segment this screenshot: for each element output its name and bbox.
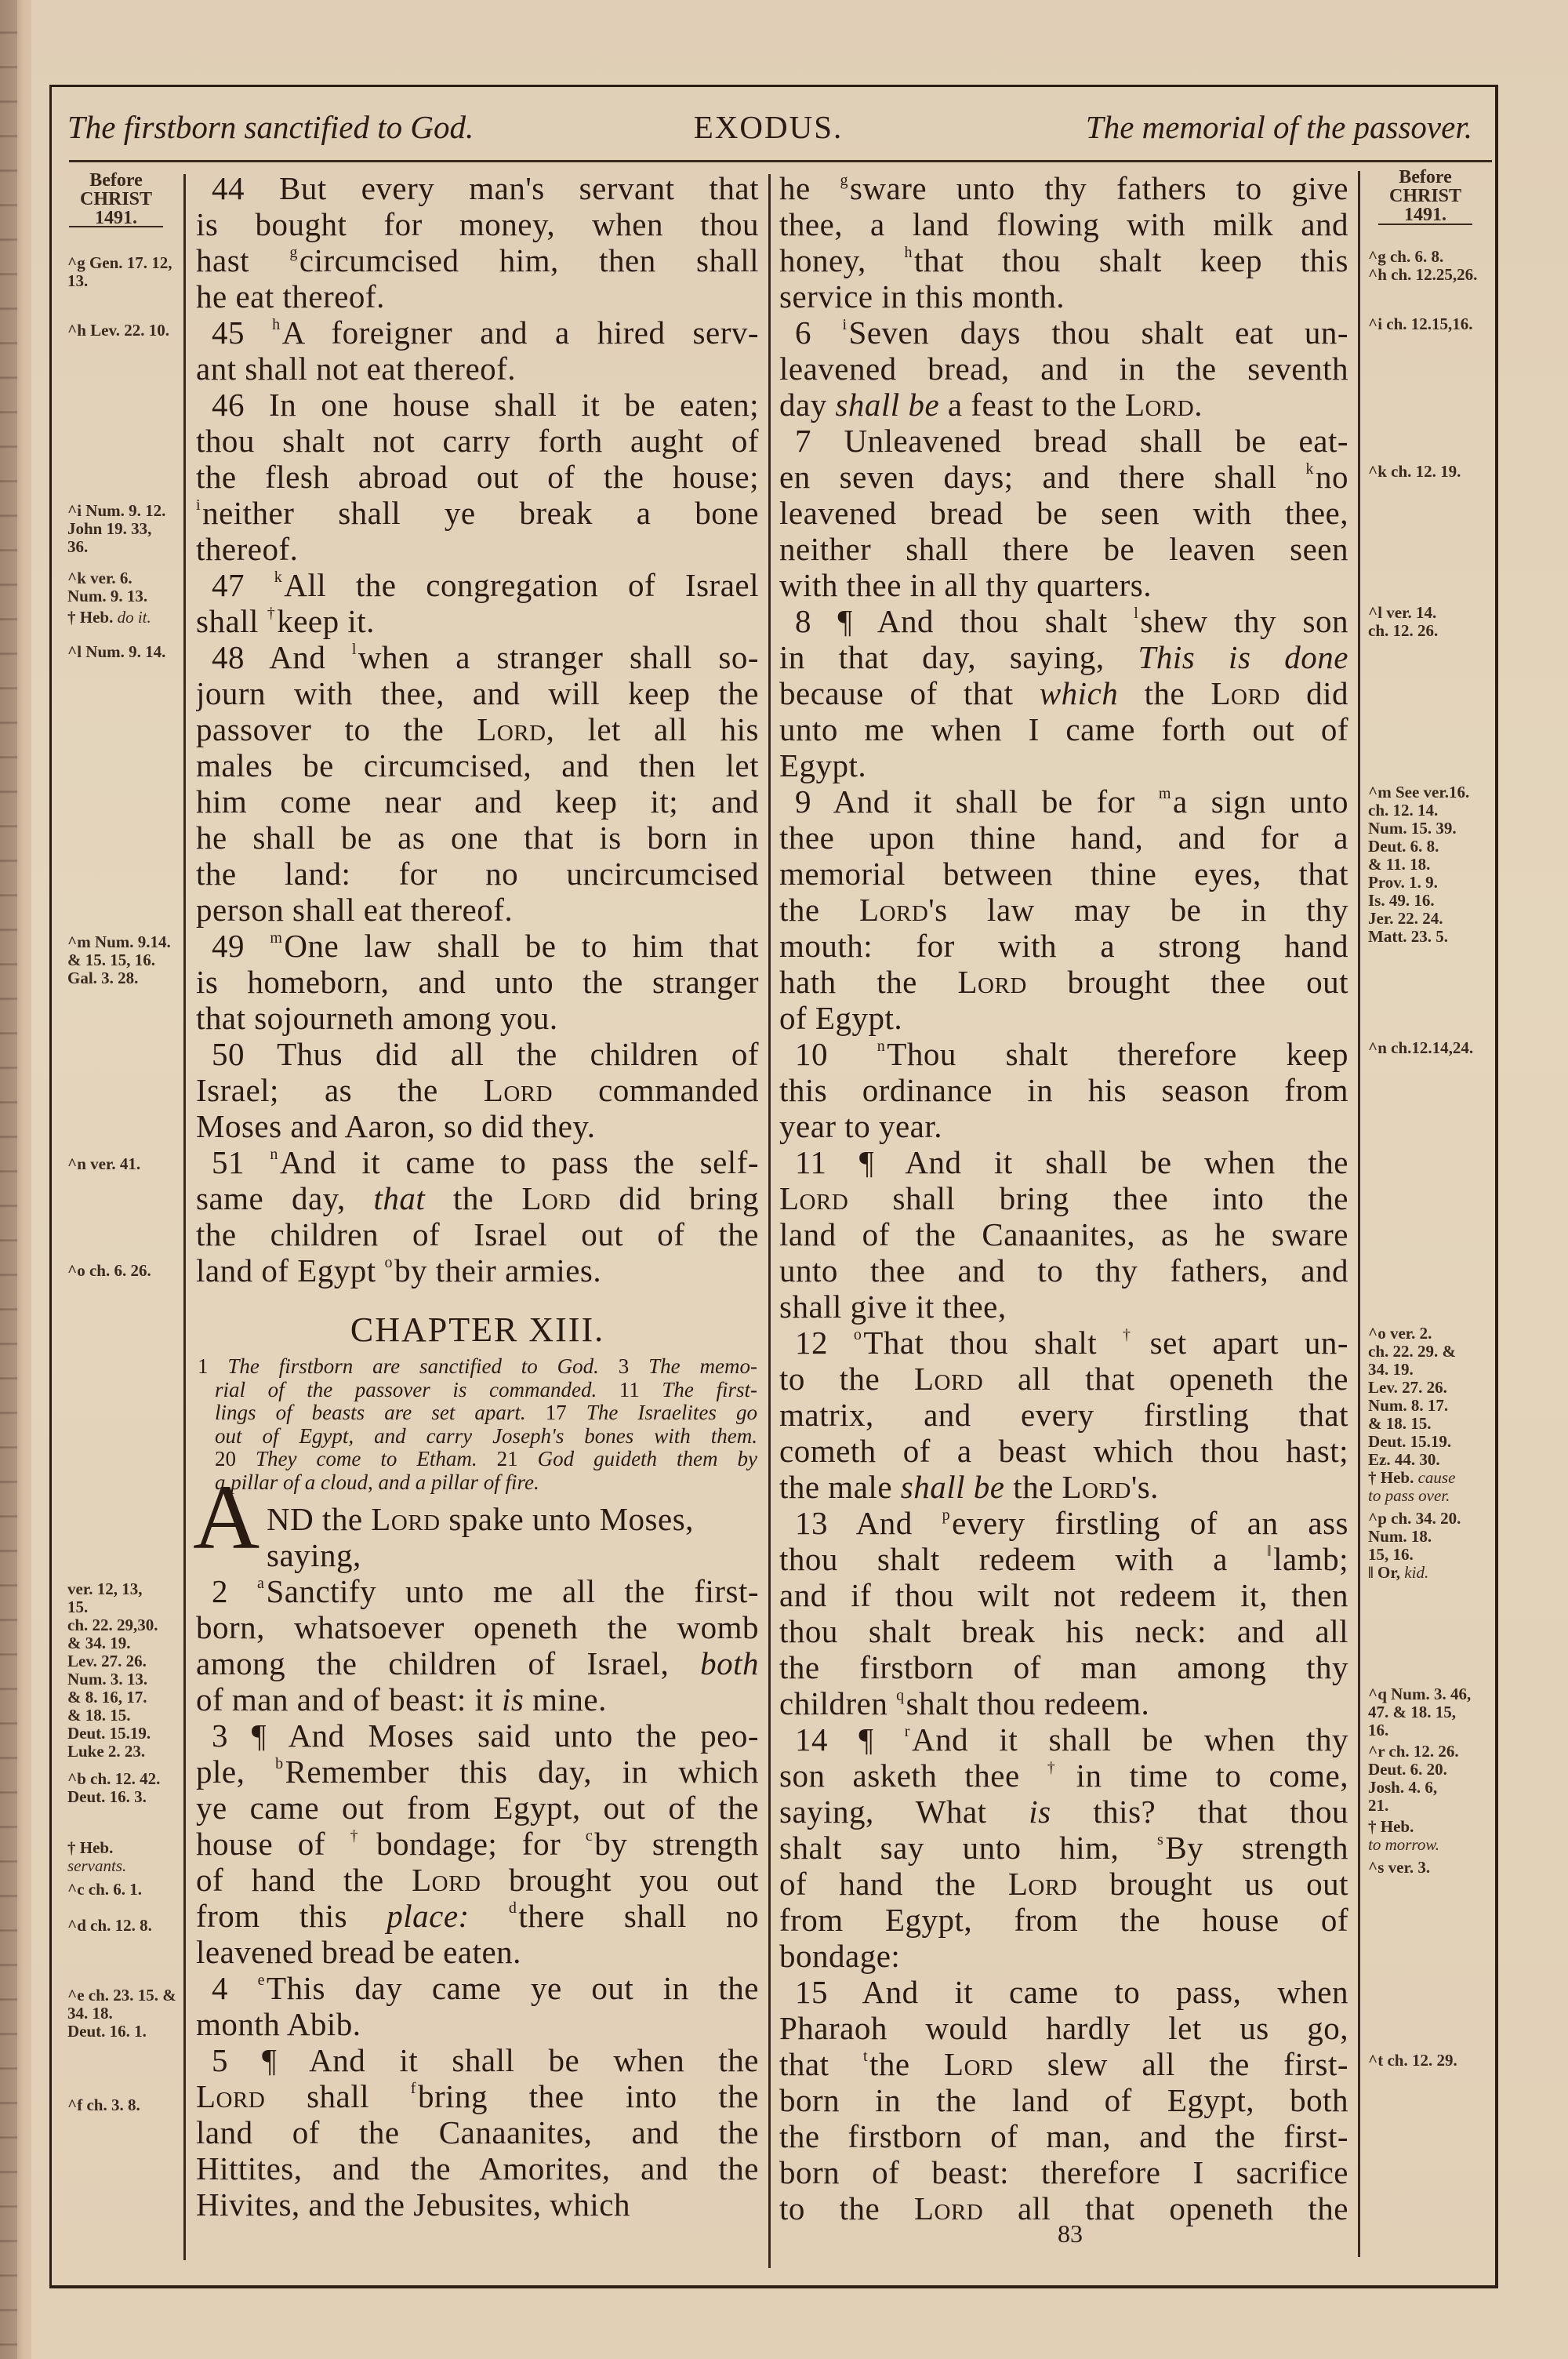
text-line: Pharaoh would hardly let us go, [779,2010,1348,2046]
text-line: leavened bread be eaten. [196,1934,521,1970]
marginal-note: ^g Gen. 17. 12, 13. [67,253,172,290]
text-line: month Abib. [196,2006,361,2042]
text-line: 50 Thus did all the children of [212,1036,759,1072]
text-line: 14 ¶ $^r$And it shall be when thy [795,1721,1348,1757]
text-line: ple, $^b$Remember this day, in which [196,1754,759,1790]
text-line: children $^q$shalt thou redeem. [779,1685,1150,1721]
text-line: 15 And it came to pass, when [795,1974,1348,2010]
text-line: unto thee and to thy fathers, and [779,1252,1348,1289]
text-line: thou shalt break his neck: and all [779,1613,1348,1649]
text-line: the male shall be the Lord's. [779,1469,1159,1505]
text-line: house of †bondage; for $^c$by strength [196,1826,759,1862]
marginal-note: ^t ch. 12. 29. [1368,2051,1457,2070]
era-label-right [1367,168,1484,224]
text-line: 51 $^n$And it came to pass the self- [212,1144,759,1180]
marginal-note: ^e ch. 23. 15. & 34. 18. Deut. 16. 1. [67,1986,176,2041]
text-line: the firstborn of man, and the first- [779,2118,1348,2154]
text-line: among the children of Israel, both [196,1645,759,1681]
text-line: matrix, and every firstling that [779,1397,1348,1433]
marginal-note: ^i ch. 12.15,16. [1368,314,1473,333]
summary-line: a pillar of a cloud, and a pillar of fire. [215,1470,539,1494]
marginal-note: ^o ch. 6. 26. [67,1261,151,1280]
text-line: 6 $^i$Seven days thou shalt eat un- [795,314,1348,351]
era-rule-left [69,226,163,227]
text-line: because of that which the Lord did [779,675,1348,711]
header-rule [69,160,1492,162]
marginal-note: ^k ch. 12. 19. [1368,462,1461,481]
marginal-note: † Heb. to morrow. [1368,1817,1440,1854]
era-rule-right [1378,224,1472,225]
text-line: memorial between thine eyes, that [779,856,1348,892]
right-margin-divider [1358,171,1360,2257]
chapter-heading: CHAPTER XIII. [350,1310,605,1349]
text-line: he $^g$sware unto thy fathers to give [779,170,1348,206]
text-line: hast $^g$circumcised him, then shall [196,242,759,278]
marginal-note: ^q Num. 3. 46, 47. & 18. 15, 16. [1368,1685,1472,1739]
text-line: is bought for money, when thou [196,206,759,242]
text-line: 12 $^o$That thou shalt †set apart un- [795,1325,1348,1361]
text-line: en seven days; and there shall $^k$no [779,459,1348,495]
text-line: same day, that the Lord did bring [196,1180,759,1216]
era-year: 1491. [1404,205,1446,225]
text-line: he eat thereof. [196,278,385,314]
text-line: the children of Israel out of the [196,1216,759,1252]
text-line: of hand the Lord brought you out [196,1862,759,1898]
text-line: in that day, saying, This is done [779,639,1348,675]
summary-line: 1 The firstborn are sanctified to God. 3 The memo- [198,1354,757,1378]
era-christ: CHRIST [1388,186,1462,206]
text-line: honey, $^h$that thou shalt keep this [779,242,1348,278]
text-line: land of the Canaanites, and the [196,2114,759,2150]
text-line: 46 In one house shall it be eaten; [212,387,759,423]
text-line: males be circumcised, and then let [196,747,759,783]
marginal-note: ^l Num. 9. 14. [67,642,166,661]
text-line: 9 And it shall be for $^m$a sign unto [795,783,1348,820]
text-line: journ with thee, and will keep the [196,675,759,711]
page-number: 83 [1058,2219,1083,2248]
marginal-note: † Heb. do it. [67,608,151,627]
marginal-note: ver. 12, 13, 15. ch. 22. 29,30. & 34. 19. Lev. 27. 26. Num. 3. 13. & 8. 16, 17. & 18. 15. Deut. 15.19. Luke 2. 23. [67,1579,158,1761]
text-line: of hand the Lord brought us out [779,1866,1348,1902]
text-line: to the Lord all that openeth the [779,1361,1348,1397]
text-line: 48 And $^l$when a stranger shall so- [212,639,759,675]
text-line: 10 $^n$Thou shalt therefore keep [795,1036,1348,1072]
text-line: thou shalt not carry forth aught of [196,423,759,459]
text-line: the flesh abroad out of the house; [196,459,759,495]
summary-line: 20 They come to Etham. 21 God guideth them by [215,1447,757,1470]
column-divider [768,174,771,2268]
text-line: 44 But every man's servant that [212,170,759,206]
marginal-note: ^n ver. 41. [67,1154,141,1173]
text-line: hath the Lord brought thee out [779,964,1348,1000]
text-line: 3 ¶ And Moses said unto the peo- [212,1717,759,1754]
marginal-note: ^n ch.12.14,24. [1368,1038,1474,1057]
text-line: and if thou wilt not redeem it, then [779,1577,1348,1613]
marginal-note: ^b ch. 12. 42. Deut. 16. 3. [67,1769,161,1806]
text-line: service in this month. [779,278,1065,314]
text-line: Moses and Aaron, so did they. [196,1108,596,1144]
text-line: neither shall there be leaven seen [779,531,1348,567]
marginal-note: ^s ver. 3. [1368,1858,1431,1877]
summary-line: rial of the passover is commanded. 11 The first- [215,1377,757,1401]
marginal-note: ^r ch. 12. 26. Deut. 6. 20. Josh. 4. 6, 21. [1368,1742,1459,1815]
text-line: shall †keep it. [196,603,375,639]
marginal-note: ^o ver. 2. ch. 22. 29. & 34. 19. Lev. 27. 26. Num. 8. 17. & 18. 15. Deut. 15.19. Ez. 44. 30. † Heb. cause to pass over. [1368,1324,1456,1505]
running-head-right: The memorial of the passover. [1085,109,1472,145]
text-line: Lord shall bring thee into the [779,1180,1348,1216]
text-line: unto me when I came forth out of [779,711,1348,747]
text-line: born, whatsoever openeth the womb [196,1609,759,1645]
marginal-note: ^g ch. 6. 8. ^h ch. 12.25,26. [1368,247,1478,284]
marginal-note: † Heb. servants. [67,1838,127,1875]
text-line: to the Lord all that openeth the [779,2190,1348,2226]
marginal-note: ^h Lev. 22. 10. [67,321,170,340]
text-line: ant shall not eat thereof. [196,351,517,387]
text-line: leavened bread be seen with thee, [779,495,1348,531]
marginal-note: ^m Num. 9.14. & 15. 15, 16. Gal. 3. 28. [67,932,171,987]
era-year: 1491. [95,208,137,228]
era-before: Before [89,170,143,191]
text-line: saying, What is this? that thou [779,1794,1348,1830]
text-line: the land: for no uncircumcised [196,856,759,892]
running-head-book: EXODUS. [693,109,844,145]
text-line: cometh of a beast which thou hast; [779,1433,1348,1469]
text-line: born of beast: therefore I sacrifice [779,2154,1348,2190]
text-line: 5 ¶ And it shall be when the [212,2042,759,2078]
text-line: passover to the Lord, let all his [196,711,759,747]
text-line: this ordinance in his season from [779,1072,1348,1108]
text-line: day shall be a feast to the Lord. [779,387,1203,423]
text-line: person shall eat thereof. [196,892,514,928]
text-line: born in the land of Egypt, both [779,2082,1348,2118]
text-line: Lord shall $^f$bring thee into the [196,2078,759,2114]
text-line: 13 And $^p$every firstling of an ass [795,1505,1348,1541]
text-line: $^i$neither shall ye break a bone [196,495,759,531]
text-line: 45 $^h$A foreigner and a hired serv- [212,314,759,351]
era-christ: CHRIST [79,189,153,209]
text-line: land of Egypt $^o$by their armies. [196,1252,602,1289]
marginal-note: ^i Num. 9. 12. John 19. 33, 36. [67,501,166,556]
text-line: 8 ¶ And thou shalt $^l$shew thy son [795,603,1348,639]
text-line: bondage: [779,1938,901,1974]
running-head-left: The firstborn sanctified to God. [67,109,474,145]
summary-line: out of Egypt, and carry Joseph's bones with them. [215,1423,757,1448]
text-line: with thee in all thy quarters. [779,567,1152,603]
text-line: from Egypt, from the house of [779,1902,1348,1938]
drop-cap: A [193,1466,260,1568]
text-line: from this place: $^d$there shall no [196,1898,759,1934]
text-line: thee upon thine hand, and for a [779,820,1348,856]
text-line: 2 $^a$Sanctify unto me all the first- [212,1573,759,1609]
text-line: thou shalt redeem with a ‖lamb; [779,1541,1348,1577]
text-line: ye came out from Egypt, out of the [196,1790,759,1826]
marginal-note: ^c ch. 6. 1. [67,1880,143,1899]
text-line: he shall be as one that is born in [196,820,759,856]
text-line: shalt say unto him, $^s$By strength [779,1830,1348,1866]
text-line: 7 Unleavened bread shall be eat- [795,423,1348,459]
era-before: Before [1399,167,1452,187]
text-line: 11 ¶ And it shall be when the [795,1144,1348,1180]
text-line: that $^t$the Lord slew all the first- [779,2046,1348,2082]
text-line: Egypt. [779,747,867,783]
text-line: saying, [267,1537,361,1573]
summary-line: lings of beasts are set apart. 17 The Israelites go [215,1401,757,1424]
text-line: ND the Lord spake unto Moses, [267,1501,694,1537]
text-line: of man and of beast: it is mine. [196,1681,607,1717]
marginal-note: ^k ver. 6. Num. 9. 13. [67,569,148,605]
marginal-note: ^l ver. 14. ch. 12. 26. [1368,603,1439,640]
text-line: son asketh thee †in time to come, [779,1757,1348,1794]
text-line: that sojourneth among you. [196,1000,558,1036]
marginal-note: ^f ch. 3. 8. [67,2095,140,2114]
left-margin-divider [183,174,186,2260]
era-label-left [57,171,175,227]
text-line: 47 $^k$All the congregation of Israel [212,567,759,603]
text-line: mouth: for with a strong hand [779,928,1348,964]
text-line: land of the Canaanites, as he sware [779,1216,1348,1252]
text-line: is homeborn, and unto the stranger [196,964,759,1000]
text-line: the firstborn of man among thy [779,1649,1348,1685]
text-line: year to year. [779,1108,942,1144]
text-line: Hittites, and the Amorites, and the [196,2150,759,2186]
text-line: 4 $^e$This day came ye out in the [212,1970,759,2006]
marginal-note: ^d ch. 12. 8. [67,1916,152,1935]
marginal-note: ^p ch. 34. 20. Num. 18. 15, 16. ‖ Or, kid. [1368,1509,1461,1582]
text-line: Israel; as the Lord commanded [196,1072,759,1108]
text-line: thereof. [196,531,299,567]
text-line: shall give it thee, [779,1289,1007,1325]
text-line: him come near and keep it; and [196,783,759,820]
text-line: Hivites, and the Jebusites, which [196,2186,630,2223]
text-line: thee, a land flowing with milk and [779,206,1348,242]
text-line: of Egypt. [779,1000,903,1036]
text-line: 49 $^m$One law shall be to him that [212,928,759,964]
text-line: the Lord's law may be in thy [779,892,1348,928]
text-line: leavened bread, and in the seventh [779,351,1348,387]
marginal-note: ^m See ver.16. ch. 12. 14. Num. 15. 39. Deut. 6. 8. & 11. 18. Prov. 1. 9. Is. 49. 16. Jer. 22. 24. Matt. 23. 5. [1368,783,1470,946]
adjacent-page-edges [0,0,17,2359]
